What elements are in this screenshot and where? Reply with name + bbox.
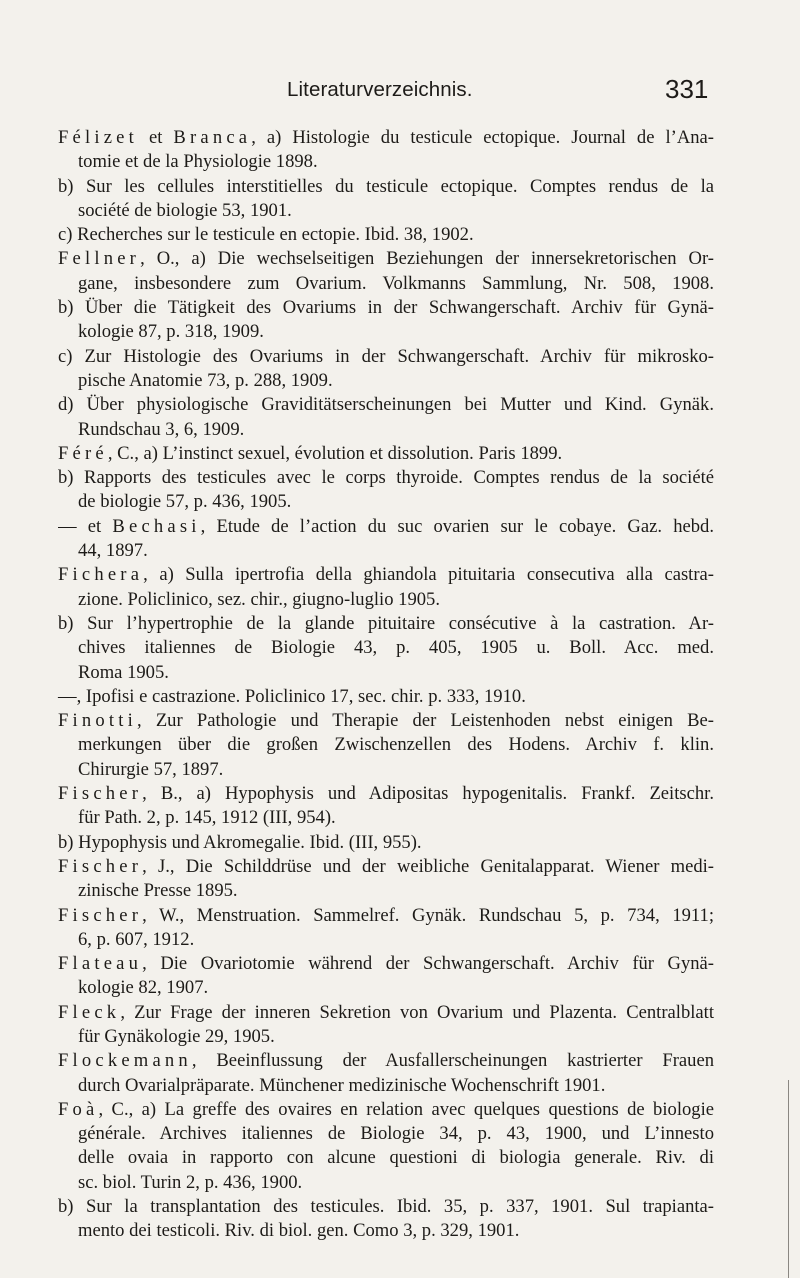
line-text: , a) Histologie du testicule ectopique. Journal de l’Ana-: [251, 127, 714, 148]
bibliography-line: [58, 418, 714, 442]
line-text: merkungen über die großen Zwischenzellen des Hodens. Archiv f. klin.: [78, 734, 714, 756]
line-text: , Beeinflussung der Ausfallerscheinungen kastrierter Frauen: [191, 1050, 714, 1072]
line-text: société de biologie 53, 1901.: [78, 199, 292, 221]
line-text: b) Über die Tätigkeit des Ovariums in der Schwangerschaft. Archiv für Gynä-: [58, 297, 714, 319]
bibliography-line: [58, 661, 714, 685]
bibliography-line: [58, 612, 714, 636]
bibliography-line: [58, 539, 714, 563]
line-text: zinische Presse 1895.: [78, 880, 238, 902]
bibliography-line: [58, 223, 714, 247]
bibliography-line: [58, 1146, 714, 1170]
line-text: , O., a) Die wechselseitigen Beziehungen der innersekretorischen Or-: [140, 248, 714, 270]
bibliography-entries: [58, 126, 714, 1244]
author-name: Flateau: [58, 953, 143, 975]
author-name: Bechasi: [112, 515, 201, 537]
bibliography-line: [58, 588, 714, 612]
line-text: et: [138, 127, 174, 148]
bibliography-line: [58, 296, 714, 320]
line-text: c) Recherches sur le testicule en ectopie. Ibid. 38, 1902.: [58, 224, 474, 246]
scan-margin-line: [788, 1080, 789, 1278]
bibliography-line: [58, 904, 714, 928]
bibliography-line: [58, 758, 714, 782]
line-text: d) Über physiologische Graviditätserscheinungen bei Mutter und Kind. Gynäk.: [58, 394, 714, 416]
author-name: Foà: [58, 1098, 99, 1120]
bibliography-line: [58, 831, 714, 855]
author-name: Fellner: [58, 248, 141, 270]
bibliography-line: [58, 247, 714, 271]
bibliography-line: [58, 320, 714, 344]
line-text: —, Ipofisi e castrazione. Policlinico 17, sec. chir. p. 333, 1910.: [58, 685, 526, 707]
bibliography-line: [58, 272, 714, 296]
line-text: kologie 87, p. 318, 1909.: [78, 321, 264, 343]
bibliography-line: [58, 1122, 714, 1146]
line-text: b) Sur l’hypertrophie de la glande pituitaire consécutive à la castration. Ar-: [58, 612, 714, 634]
line-text: , W., Menstruation. Sammelref. Gynäk. Rundschau 5, p. 734, 1911;: [142, 904, 714, 926]
bibliography-line: [58, 1025, 714, 1049]
bibliography-line: [58, 150, 714, 174]
bibliography-line: [58, 709, 714, 733]
line-text: , Zur Frage der inneren Sekretion von Ovarium und Plazenta. Centralblatt: [120, 1001, 714, 1023]
bibliography-line: [58, 466, 714, 490]
author-name: Féré: [58, 442, 108, 464]
line-text: b) Sur les cellules interstitielles du testicule ectopique. Comptes rendus de la: [58, 175, 714, 197]
bibliography-line: [58, 1098, 714, 1122]
line-text: pische Anatomie 73, p. 288, 1909.: [78, 369, 333, 391]
bibliography-line: [58, 345, 714, 369]
bibliography-line: [58, 855, 714, 879]
line-text: chives italiennes de Biologie 43, p. 405, 1905 u. Boll. Acc. med.: [78, 637, 714, 659]
page-number: 331: [665, 74, 709, 104]
line-text: delle ovaia in rapporto con alcune questioni di biologia generale. Riv. di: [78, 1147, 714, 1169]
line-text: , C., a) La greffe des ovaires en relation avec quelques questions de biologie: [98, 1098, 714, 1120]
line-text: Roma 1905.: [78, 661, 169, 683]
line-text: , C., a) L’instinct sexuel, évolution et dissolution. Paris 1899.: [107, 442, 563, 464]
bibliography-line: [58, 1171, 714, 1195]
line-text: , a) Sulla ipertrofia della ghiandola pituitaria consecutiva alla castra-: [143, 564, 714, 586]
line-text: Rundschau 3, 6, 1909.: [78, 418, 245, 440]
line-text: für Gynäkologie 29, 1905.: [78, 1025, 275, 1047]
line-text: , Die Ovariotomie während der Schwangerschaft. Archiv für Gynä-: [142, 953, 714, 975]
author-name: Fischer: [58, 904, 143, 926]
author-name: Félizet: [58, 127, 138, 148]
author-name: Flockemann: [58, 1050, 192, 1072]
line-text: de biologie 57, p. 436, 1905.: [78, 491, 292, 513]
bibliography-line: [58, 393, 714, 417]
bibliography-line: [58, 126, 714, 150]
line-text: b) Hypophysis und Akromegalie. Ibid. (III, 955).: [58, 831, 422, 853]
bibliography-line: [58, 636, 714, 660]
line-text: kologie 82, 1907.: [78, 977, 209, 999]
line-text: gane, insbesondere zum Ovarium. Volkmanns Sammlung, Nr. 508, 1908.: [78, 272, 714, 294]
line-text: durch Ovarialpräparate. Münchener medizinische Wochenschrift 1901.: [78, 1074, 606, 1096]
author-name: Fleck: [58, 1001, 121, 1023]
bibliography-line: [58, 563, 714, 587]
line-text: , B., a) Hypophysis und Adipositas hypogenitalis. Frankf. Zeitschr.: [142, 783, 714, 805]
line-text: 44, 1897.: [78, 540, 148, 562]
running-head: Literaturverzeichnis.: [287, 78, 473, 101]
author-name: Finotti: [58, 710, 137, 732]
author-name: Branca: [173, 127, 252, 148]
bibliography-line: [58, 952, 714, 976]
line-text: — et: [58, 515, 113, 537]
bibliography-line: [58, 976, 714, 1000]
line-text: , J., Die Schilddrüse und der weibliche Genitalapparat. Wiener medi-: [142, 855, 714, 877]
line-text: 6, p. 607, 1912.: [78, 928, 195, 950]
line-text: für Path. 2, p. 145, 1912 (III, 954).: [78, 807, 336, 829]
line-text: générale. Archives italiennes de Biologie 34, p. 43, 1900, und L’innesto: [78, 1123, 714, 1145]
line-text: c) Zur Histologie des Ovariums in der Schwangerschaft. Archiv für mikrosko-: [58, 345, 714, 367]
line-text: b) Rapports des testicules avec le corps thyroide. Comptes rendus de la société: [58, 467, 714, 489]
line-text: , Etude de l’action du suc ovarien sur le cobaye. Gaz. hebd.: [200, 515, 714, 537]
bibliography-line: [58, 490, 714, 514]
bibliography-line: [58, 369, 714, 393]
author-name: Fichera: [58, 564, 144, 586]
line-text: zione. Policlinico, sez. chir., giugno-luglio 1905.: [78, 588, 441, 610]
bibliography-line: [58, 515, 714, 539]
bibliography-line: [58, 1195, 714, 1219]
bibliography-line: [58, 685, 714, 709]
bibliography-line: [58, 782, 714, 806]
author-name: Fischer: [58, 783, 143, 805]
bibliography-line: [58, 1074, 714, 1098]
bibliography-line: [58, 733, 714, 757]
bibliography-line: [58, 806, 714, 830]
page-header: [0, 74, 800, 114]
line-text: , Zur Pathologie und Therapie der Leistenhoden nebst einigen Be-: [137, 710, 714, 732]
bibliography-line: [58, 1219, 714, 1243]
bibliography-line: [58, 442, 714, 466]
line-text: tomie et de la Physiologie 1898.: [78, 151, 318, 173]
bibliography-line: [58, 199, 714, 223]
bibliography-line: [58, 928, 714, 952]
bibliography-line: [58, 1001, 714, 1025]
bibliography-line: [58, 1049, 714, 1073]
line-text: mento dei testicoli. Riv. di biol. gen. Como 3, p. 329, 1901.: [78, 1220, 520, 1242]
bibliography-line: [58, 175, 714, 199]
line-text: Chirurgie 57, 1897.: [78, 758, 224, 780]
author-name: Fischer: [58, 855, 143, 877]
bibliography-line: [58, 879, 714, 903]
line-text: b) Sur la transplantation des testicules. Ibid. 35, p. 337, 1901. Sul trapianta-: [58, 1196, 714, 1218]
line-text: sc. biol. Turin 2, p. 436, 1900.: [78, 1171, 303, 1193]
